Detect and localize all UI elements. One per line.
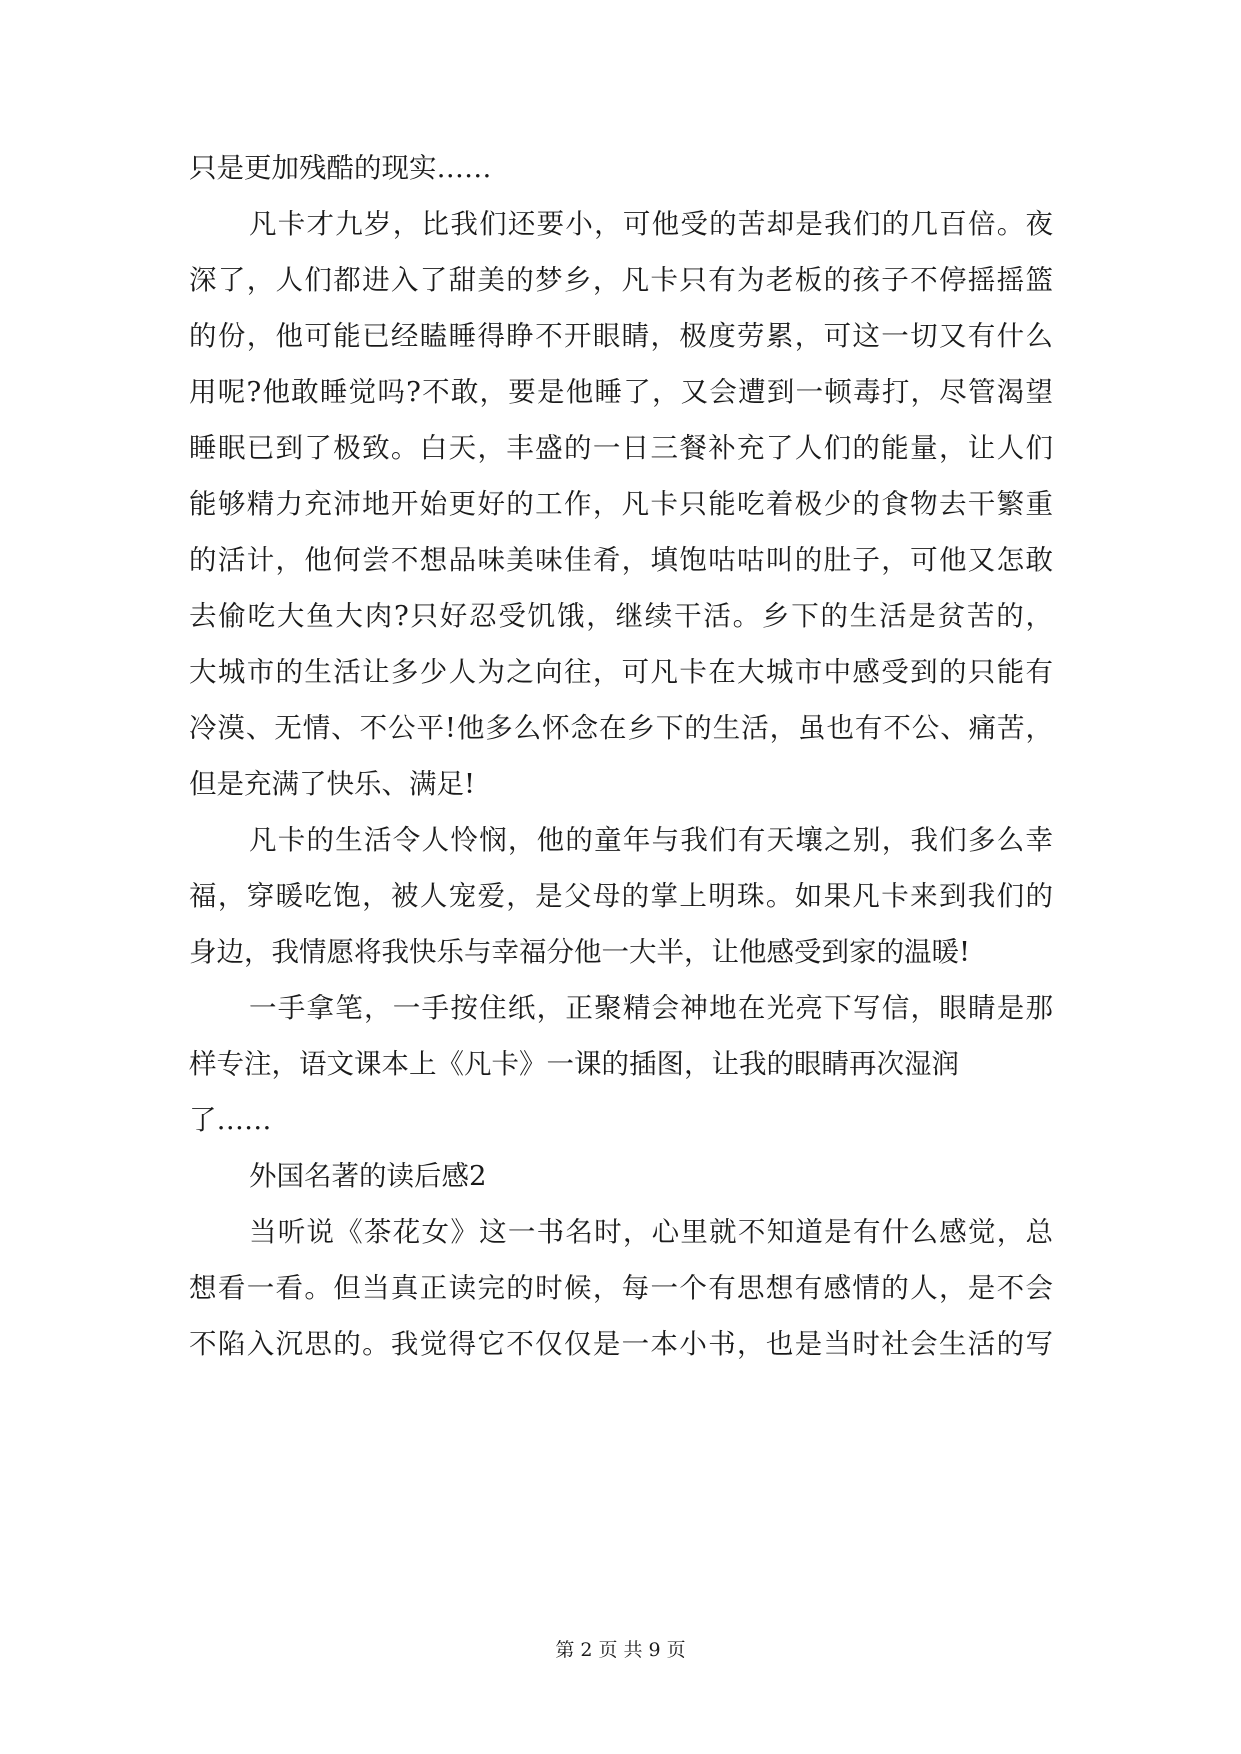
paragraph-line: 睡眠已到了极致。白天，丰盛的一日三餐补充了人们的能量，让人们 — [189, 432, 1053, 464]
paragraph-line: 冷漠、无情、不公平!他多么怀念在乡下的生活，虽也有不公、痛苦， — [189, 712, 1053, 744]
text-line: 只是更加残酷的现实…… — [189, 152, 492, 184]
page-footer: 第 2 页 共 9 页 — [555, 1639, 686, 1661]
paragraph-line: 但是充满了快乐、满足! — [189, 768, 476, 800]
paragraph-line: 深了，人们都进入了甜美的梦乡，凡卡只有为老板的孩子不停摇摇篮 — [189, 264, 1053, 296]
paragraph-line: 凡卡的生活令人怜悯，他的童年与我们有天壤之别，我们多么幸 — [249, 824, 1053, 856]
paragraph-line: 福，穿暖吃饱，被人宠爱，是父母的掌上明珠。如果凡卡来到我们的 — [189, 880, 1053, 912]
paragraph-line: 当听说《茶花女》这一书名时，心里就不知道是有什么感觉，总 — [249, 1216, 1053, 1248]
paragraph-line: 大城市的生活让多少人为之向往，可凡卡在大城市中感受到的只能有 — [189, 656, 1053, 688]
paragraph-line: 一手拿笔，一手按住纸，正聚精会神地在光亮下写信，眼睛是那 — [249, 992, 1053, 1024]
paragraph-line: 的份，他可能已经瞌睡得睁不开眼睛，极度劳累，可这一切又有什么 — [189, 320, 1053, 352]
paragraph-line: 想看一看。但当真正读完的时候，每一个有思想有感情的人，是不会 — [189, 1272, 1053, 1304]
paragraph-line: 身边，我情愿将我快乐与幸福分他一大半，让他感受到家的温暖! — [189, 936, 971, 968]
paragraph-line: 去偷吃大鱼大肉?只好忍受饥饿，继续干活。乡下的生活是贫苦的， — [189, 600, 1053, 632]
paragraph-line: 凡卡才九岁，比我们还要小，可他受的苦却是我们的几百倍。夜 — [249, 208, 1053, 240]
paragraph-line: 了…… — [189, 1104, 272, 1136]
paragraph-line: 能够精力充沛地开始更好的工作，凡卡只能吃着极少的食物去干繁重 — [189, 488, 1053, 520]
paragraph-line: 不陷入沉思的。我觉得它不仅仅是一本小书，也是当时社会生活的写 — [189, 1328, 1053, 1360]
paragraph-line: 的活计，他何尝不想品味美味佳肴，填饱咕咕叫的肚子，可他又怎敢 — [189, 544, 1053, 576]
paragraph-line: 用呢?他敢睡觉吗?不敢，要是他睡了，又会遭到一顿毒打，尽管渴望 — [189, 376, 1053, 408]
section-heading: 外国名著的读后感2 — [249, 1160, 487, 1192]
paragraph-line: 样专注，语文课本上《凡卡》一课的插图，让我的眼睛再次湿润 — [189, 1048, 959, 1080]
